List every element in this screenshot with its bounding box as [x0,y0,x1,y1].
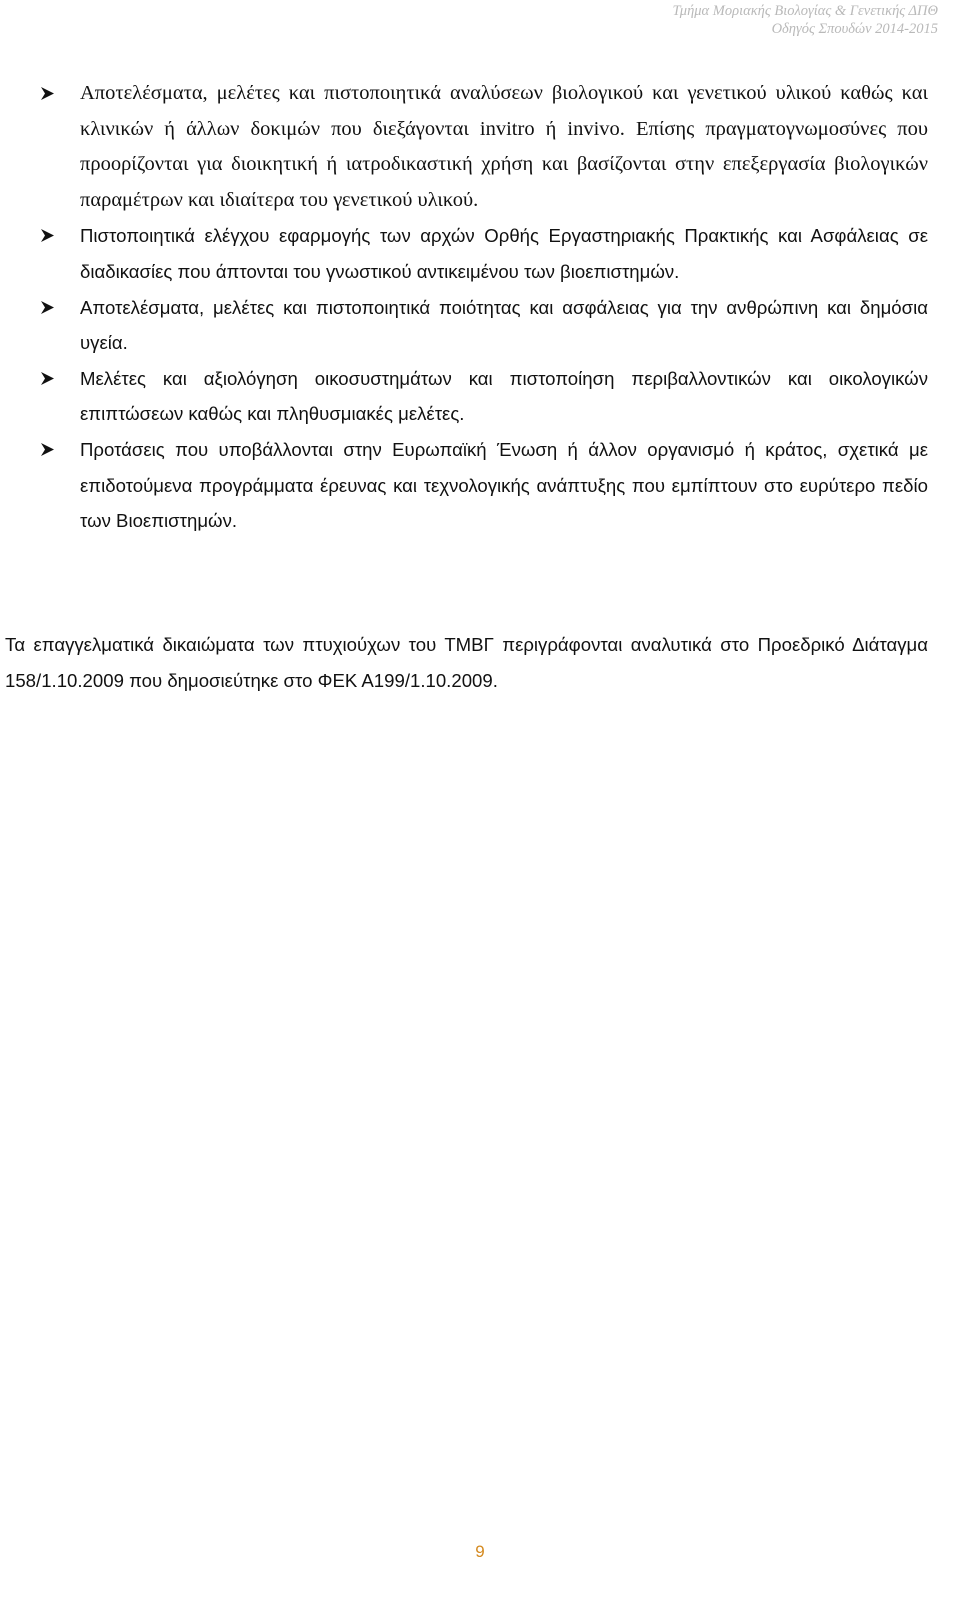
list-item-text: Πιστοποιητικά ελέγχου εφαρμογής των αρχών Ορθής Εργαστηριακής Πρακτικής και Ασφάλειας σε διαδικασίες που άπτονται του γνωστικού αντικειμένου των βιοεπιστημών. [80,225,928,282]
list-item [40,361,928,432]
running-header [673,2,938,38]
arrow-bullet-icon [40,228,55,243]
arrow-bullet-icon [40,442,55,457]
list-item-text: Μελέτες και αξιολόγηση οικοσυστημάτων και πιστοποίηση περιβαλλοντικών και οικολογικών επιπτώσεων καθώς και πληθυσμιακές μελέτες. [80,367,928,425]
list-item-text: Αποτελέσματα, μελέτες και πιστοποιητικά ποιότητας και ασφάλειας για την ανθρώπινη και δημόσια υγεία. [80,296,928,354]
bullet-list [40,76,928,539]
list-item [40,432,928,539]
arrow-bullet-icon [40,86,55,101]
list-item [40,76,928,218]
list-item [40,290,928,361]
list-item-text: Προτάσεις που υποβάλλονται στην Ευρωπαϊκή Ένωση ή άλλον οργανισμό ή κράτος, σχετικά με επιδοτούμενα προγράμματα έρευνας και τεχνολογικής ανάπτυξης που εμπίπτουν στο ευρύτερο πεδίο των Βιοεπιστημών. [80,438,928,532]
header-department: Τμήμα Μοριακής Βιολογίας & Γενετικής ΔΠΘ [672,3,938,19]
header-guide-title: Οδηγός Σπουδών 2014-2015 [771,21,938,37]
professional-rights-paragraph: Τα επαγγελματικά δικαιώματα των πτυχιούχων του ΤΜΒΓ περιγράφονται αναλυτικά στο Προεδρικό Διάταγμα 158/1.10.2009 που δημοσιεύτηκε στο ΦΕΚ Α199/1.10.2009. [5,634,928,691]
page-number: 9 [475,1542,485,1561]
arrow-bullet-icon [40,371,55,386]
list-item-text: Αποτελέσματα, μελέτες και πιστοποιητικά αναλύσεων βιολογικού και γενετικού υλικού καθώς και κλινικών ή άλλων δοκιμών που διεξάγονται invitro ή invivo. Επίσης πραγματογνωμοσύνες που προορίζονται για διοικητική ή ιατροδικαστική χρήση και βασίζονται στην επεξεργασία βιολογικών παραμέτρων και ιδιαίτερα του γενετικού υλικού. [80,82,928,211]
list-item [40,218,928,289]
arrow-bullet-icon [40,300,55,315]
